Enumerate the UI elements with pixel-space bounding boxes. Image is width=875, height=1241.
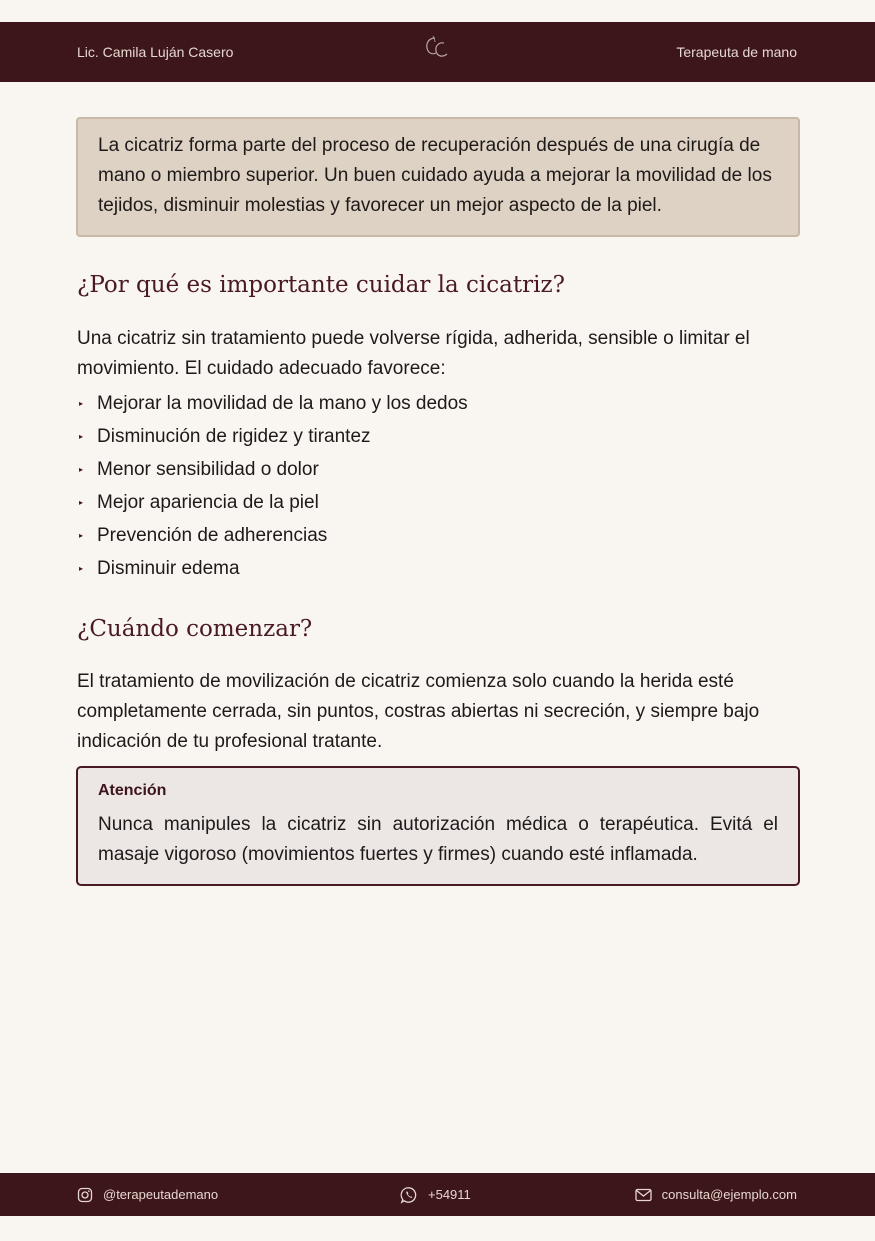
warning-box [76,766,800,886]
list-item: ▸ Mejor apariencia de la piel [77,486,468,519]
mail-icon [635,1188,652,1202]
whatsapp-contact[interactable] [400,1173,471,1216]
email-address: consulta@ejemplo.com [661,1187,797,1202]
warning-text: Nunca manipules la cicatriz sin autorización médica o terapéutica. Evitá el masaje vigoroso (movimientos fuertes y firmes) cuando esté inflamada. [98,814,778,865]
warning-title: Atención [98,782,167,799]
section-heading-why: ¿Por qué es importante cuidar la cicatriz? [77,272,565,298]
section-paragraph-why: Una cicatriz sin tratamiento puede volverse rígida, adherida, sensible o limitar el movimiento. El cuidado adecuado favorece: [77,328,750,379]
list-item: ▸ Disminuir edema [77,552,468,585]
list-item: ▸ Mejorar la movilidad de la mano y los dedos [77,387,468,420]
cc-monogram-icon [420,32,456,64]
author-name: Lic. Camila Luján Casero [77,44,234,60]
bullet-icon: ▸ [79,498,84,507]
instagram-icon [77,1187,93,1203]
bullet-icon: ▸ [79,399,84,408]
instagram-contact[interactable] [77,1173,218,1216]
email-contact[interactable] [635,1173,797,1216]
intro-box: La cicatriz forma parte del proceso de recuperación después de una cirugía de mano o miembro superior. Un buen cuidado ayuda a mejorar la movilidad de los tejidos, disminuir molestias y favorecer un mejor aspecto de la piel. [76,117,800,237]
bullet-icon: ▸ [79,531,84,540]
whatsapp-number: +54911 [428,1187,471,1202]
author-title: Terapeuta de mano [676,44,797,60]
bullet-icon: ▸ [79,432,84,441]
list-item: ▸ Prevención de adherencias [77,519,468,552]
list-item: ▸ Disminución de rigidez y tirantez [77,420,468,453]
list-item: ▸ Menor sensibilidad o dolor [77,453,468,486]
section-paragraph-when: El tratamiento de movilización de cicatriz comienza solo cuando la herida esté completamente cerrada, sin puntos, costras abiertas ni secreción, y siempre bajo indicación de tu profesional tratante. [77,671,760,752]
page-footer [0,1173,875,1216]
bullet-icon: ▸ [79,564,84,573]
whatsapp-icon [400,1186,418,1204]
page-header [0,22,875,82]
bullet-icon: ▸ [79,465,84,474]
section-heading-when: ¿Cuándo comenzar? [77,616,313,642]
benefits-list [77,387,468,585]
instagram-handle: @terapeutademano [103,1187,219,1202]
